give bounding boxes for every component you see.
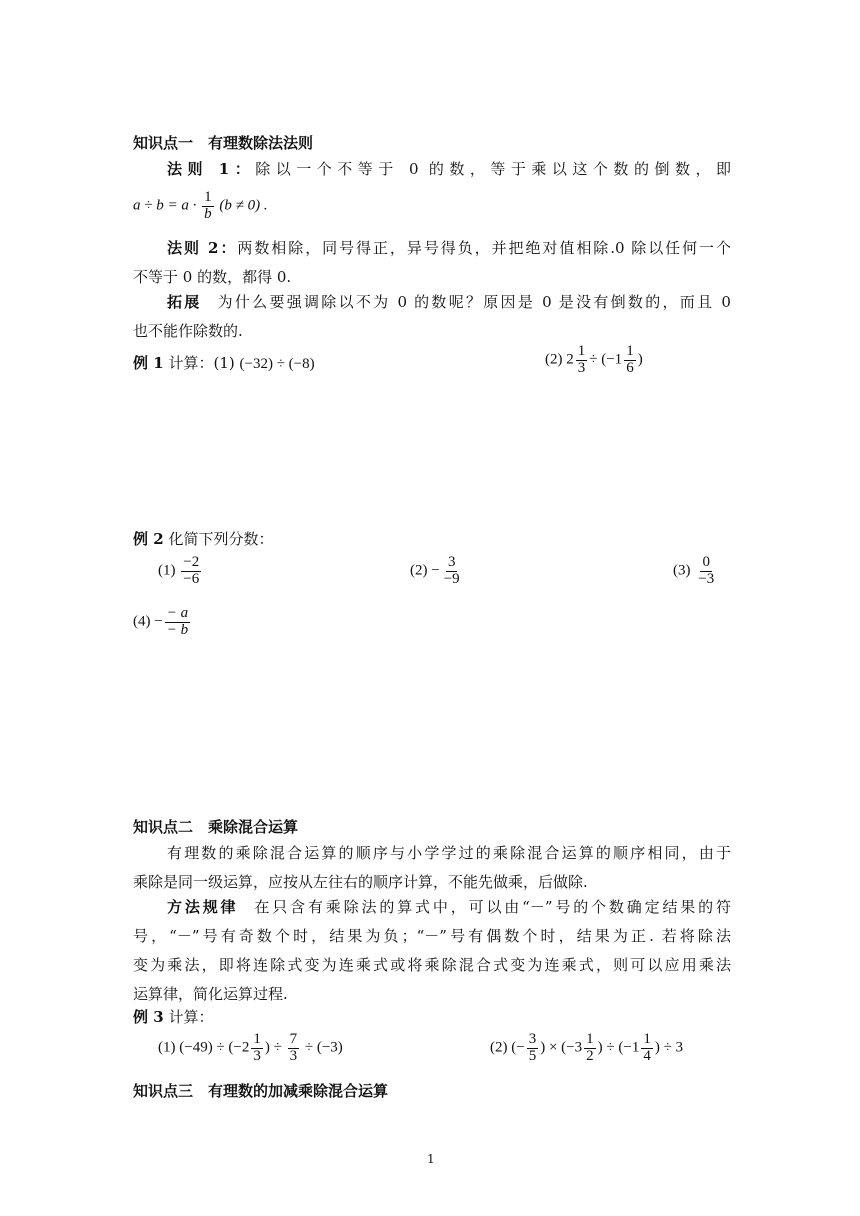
- frac-num: −2: [183, 554, 200, 570]
- example2-p4-frac: [165, 606, 190, 639]
- example3-p2-a: (−: [511, 1039, 525, 1056]
- rule1-label: 法则 1：: [167, 160, 256, 178]
- example3-heading: [133, 1008, 213, 1026]
- example2-p4-sign: −: [154, 613, 163, 630]
- example3-p1-index: (1): [158, 1039, 176, 1056]
- example3-p1-b: ) ÷: [264, 1039, 282, 1056]
- frac-den: 3: [253, 1047, 261, 1064]
- example1-p2-index: (2): [545, 351, 563, 368]
- example3-p1-frac1: [251, 1032, 263, 1065]
- frac-den: −6: [183, 570, 200, 587]
- frac-den: 3: [289, 1047, 298, 1064]
- example2-p1-frac: [181, 555, 201, 588]
- example2-problem1: [158, 555, 203, 588]
- section-title-kp2: 知识点二 乘除混合运算: [133, 818, 299, 836]
- example1-prompt: 计算：: [168, 354, 214, 372]
- extension-label: 拓展: [167, 293, 202, 311]
- section-title-kp3: 知识点三 有理数的加减乘除混合运算: [133, 1082, 389, 1100]
- example1-p2-frac1: [576, 344, 588, 377]
- frac-num: 1: [253, 1031, 261, 1047]
- kp2-line1: 有理数的乘除混合运算的顺序与小学学过的乘除混合运算的顺序相同，由于: [167, 844, 731, 862]
- section-title-kp1: 知识点一 有理数除法法则: [133, 134, 314, 152]
- example3-p1-frac2: [288, 1032, 300, 1065]
- example3-p1-a: (−49) ÷ (−2: [179, 1039, 250, 1056]
- example3-p1-c: ÷ (−3): [304, 1039, 343, 1056]
- example2-p2-frac: [442, 555, 462, 588]
- example2-p3-index: (3): [673, 562, 691, 579]
- example2-problem2: [410, 555, 464, 588]
- example1-label: 例 1: [133, 354, 164, 372]
- example3-prompt: 计算：: [168, 1008, 214, 1026]
- example3-p2-e: ) ÷ 3: [654, 1039, 684, 1056]
- rule1-formula: [133, 190, 268, 223]
- frac-num: 3: [447, 554, 456, 570]
- rule2-line1: 两数相除，同号得正，异号得负，并把绝对值相除.0 除以任何一个: [237, 239, 731, 257]
- rule1-paragraph: [133, 155, 731, 184]
- example2-p1-index: (1): [158, 562, 176, 579]
- example2-p2-index: (2): [410, 562, 428, 579]
- rule1-fraction-den: b: [204, 205, 212, 222]
- rule2-label: 法则 2：: [167, 239, 238, 257]
- frac-num: 1: [586, 1031, 594, 1047]
- example3-label: 例 3: [133, 1008, 164, 1026]
- example3-problem2: [490, 1032, 683, 1065]
- frac-num: − a: [166, 605, 189, 621]
- extension-paragraph: [133, 288, 731, 346]
- example3-p2-frac3: [641, 1032, 653, 1065]
- method-line2: 号，“－”号有奇数个时，结果为负；“－”号有偶数个时，结果为正. 若将除法: [133, 927, 731, 945]
- example3-p2-frac1: [527, 1032, 539, 1065]
- example3-p2-b: ) × (−3: [540, 1039, 583, 1056]
- method-line3: 变为乘法，即将连除式变为连乘式或将乘除混合式变为连乘式，则可以应用乘法: [133, 956, 731, 974]
- method-line1: 在只含有乘除法的算式中，可以由“－”号的个数确定结果的符: [254, 898, 731, 916]
- example2-heading: [133, 530, 273, 548]
- example1-problem2: [545, 344, 643, 377]
- kp2-line2: 乘除是同一级运算，应按从左往右的顺序计算，不能先做乘，后做除.: [133, 873, 588, 891]
- extension-line2: 也不能作除数的.: [133, 322, 243, 340]
- example1-p2-mid: ÷ (−1: [589, 351, 623, 368]
- page-number: 1: [427, 1152, 435, 1166]
- frac-den: 5: [528, 1047, 537, 1064]
- rule1-formula-left: a ÷ b = a ·: [133, 197, 197, 214]
- frac-den: −3: [698, 570, 715, 587]
- frac-den: − b: [166, 621, 189, 638]
- example2-problem4: [133, 606, 192, 639]
- method-label: 方法规律: [167, 898, 239, 916]
- example1-heading: [133, 354, 315, 373]
- frac-den: 4: [643, 1047, 651, 1064]
- frac-den: 6: [626, 359, 634, 376]
- kp2-paragraph: [133, 839, 731, 897]
- frac-den: −9: [443, 570, 460, 587]
- example2-prompt: 化简下列分数：: [168, 530, 274, 548]
- frac-num: 1: [626, 343, 634, 359]
- frac-den: 3: [577, 359, 586, 376]
- frac-den: 2: [586, 1047, 594, 1064]
- example2-label: 例 2: [133, 530, 164, 548]
- rule1-formula-right: (b ≠ 0) .: [219, 197, 268, 214]
- frac-num: 0: [702, 554, 710, 570]
- example2-p4-index: (4): [133, 613, 151, 630]
- example1-p1-expr: (−32) ÷ (−8): [239, 356, 315, 372]
- example3-p2-frac2: [584, 1032, 596, 1065]
- example2-p3-frac: [696, 555, 716, 588]
- example1-p2-end: ): [637, 351, 643, 368]
- rule1-fraction: [202, 190, 214, 223]
- example2-p2-sign: −: [431, 562, 440, 579]
- example3-problem1: [158, 1032, 343, 1065]
- example1-p1-index: (1): [213, 354, 235, 372]
- extension-line1: 为什么要强调除以不为 0 的数呢？原因是 0 是没有倒数的，而且 0: [217, 293, 731, 311]
- method-line4: 运算律，简化运算过程.: [133, 985, 288, 1003]
- example3-p2-c: ) ÷ (−1: [597, 1039, 640, 1056]
- frac-num: 1: [643, 1031, 651, 1047]
- rule1-fraction-num: 1: [204, 189, 212, 205]
- frac-num: 7: [289, 1031, 298, 1047]
- rule2-paragraph: [133, 234, 731, 292]
- frac-num: 1: [577, 343, 586, 359]
- example3-p2-index: (2): [490, 1039, 508, 1056]
- method-paragraph: [133, 893, 731, 1009]
- example2-problem3: [673, 555, 718, 588]
- frac-num: 3: [528, 1031, 537, 1047]
- rule1-text: 除以一个不等于 0 的数，等于乘以这个数的倒数，即: [255, 160, 731, 178]
- rule2-line2: 不等于 0 的数，都得 0.: [133, 268, 292, 286]
- example1-p2-whole: 2: [566, 351, 574, 368]
- example1-p2-frac2: [624, 344, 636, 377]
